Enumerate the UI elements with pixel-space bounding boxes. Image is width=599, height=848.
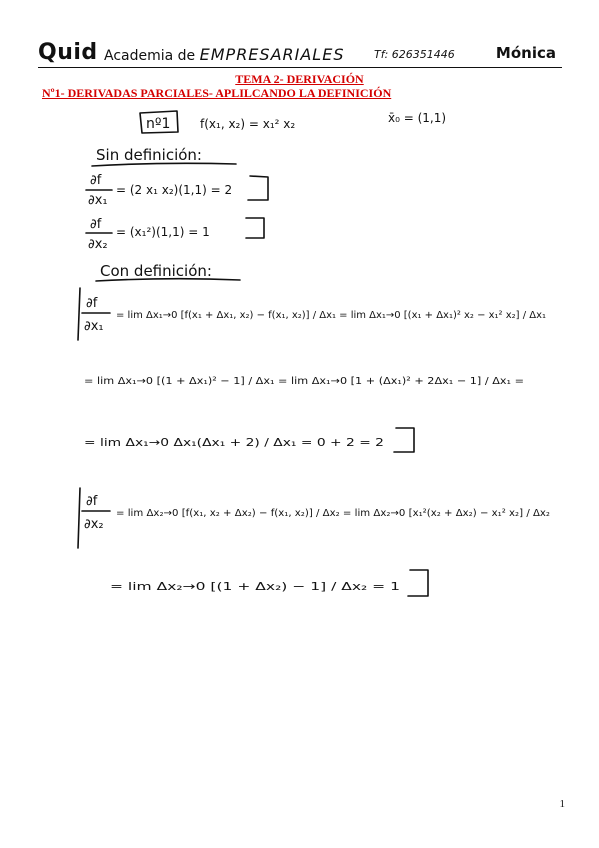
- partial-f-numerator: ∂f: [90, 217, 102, 232]
- df-dx1-definition-line3: = lim Δx₁→0 Δx₁(Δx₁ + 2) / Δx₁ = 0 + 2 = 2: [84, 436, 384, 449]
- document-subtitle: Nº1- DERIVADAS PARCIALES- APLILCANDO LA DEFINICIÓN: [42, 86, 392, 100]
- partial-f-numerator: ∂f: [86, 296, 98, 311]
- left-brace: [78, 288, 80, 340]
- df-dx2-definition-line1: = lim Δx₂→0 [f(x₁, x₂ + Δx₂) − f(x₁, x₂)] / Δx₂ = lim Δx₂→0 [x₁²(x₂ + Δx₂) − x₁² x₂] / Δx₂: [116, 508, 550, 519]
- partial-x1-denominator: ∂x₁: [84, 319, 104, 334]
- problem-statement: [140, 111, 446, 133]
- section-heading-with: Con definición:: [100, 262, 212, 280]
- result-bracket: [248, 176, 268, 200]
- df-dx1-without-definition: = (2 x₁ x₂)(1,1) = 2: [116, 183, 233, 197]
- partial-f-numerator: ∂f: [90, 173, 102, 188]
- problem-label: nº1: [146, 116, 171, 132]
- df-dx1-definition-line2: = lim Δx₁→0 [(1 + Δx₁)² − 1] / Δx₁ = lim Δx₁→0 [1 + (Δx₁)² + 2Δx₁ − 1] / Δx₁ =: [84, 376, 524, 387]
- function-definition: f(x₁, x₂) = x₁² x₂: [200, 117, 296, 131]
- partial-x2-denominator: ∂x₂: [88, 237, 108, 252]
- brand-logo: Quid: [38, 40, 98, 65]
- result-bracket: [408, 570, 428, 596]
- partial-x1-denominator: ∂x₁: [88, 193, 108, 208]
- result-bracket: [394, 428, 414, 452]
- result-bracket: [246, 218, 264, 238]
- partial-x2-denominator: ∂x₂: [84, 517, 104, 532]
- left-brace: [78, 488, 80, 548]
- phone-number: Tf: 626351446: [374, 48, 455, 61]
- section-without-definition: [86, 146, 268, 252]
- section-with-definition: [78, 262, 550, 596]
- page-number: 1: [559, 798, 565, 810]
- document-title: TEMA 2- DERIVACIÓN: [235, 72, 364, 86]
- section-heading-without: Sin definición:: [96, 146, 202, 164]
- academy-prefix: Academia de: [104, 48, 196, 64]
- academy-title: EMPRESARIALES: [199, 45, 345, 64]
- df-dx2-without-definition: = (x₁²)(1,1) = 1: [116, 225, 210, 239]
- df-dx1-definition-line1: = lim Δx₁→0 [f(x₁ + Δx₁, x₂) − f(x₁, x₂)] / Δx₁ = lim Δx₁→0 [(x₁ + Δx₁)² x₂ − x₁² x₂] / Δx₁: [116, 310, 546, 321]
- df-dx2-definition-line2: = lim Δx₂→0 [(1 + Δx₂) − 1] / Δx₂ = 1: [110, 580, 400, 593]
- point-definition: x̄₀ = (1,1): [388, 111, 447, 125]
- partial-f-numerator: ∂f: [86, 494, 98, 509]
- author-name: Mónica: [495, 44, 556, 62]
